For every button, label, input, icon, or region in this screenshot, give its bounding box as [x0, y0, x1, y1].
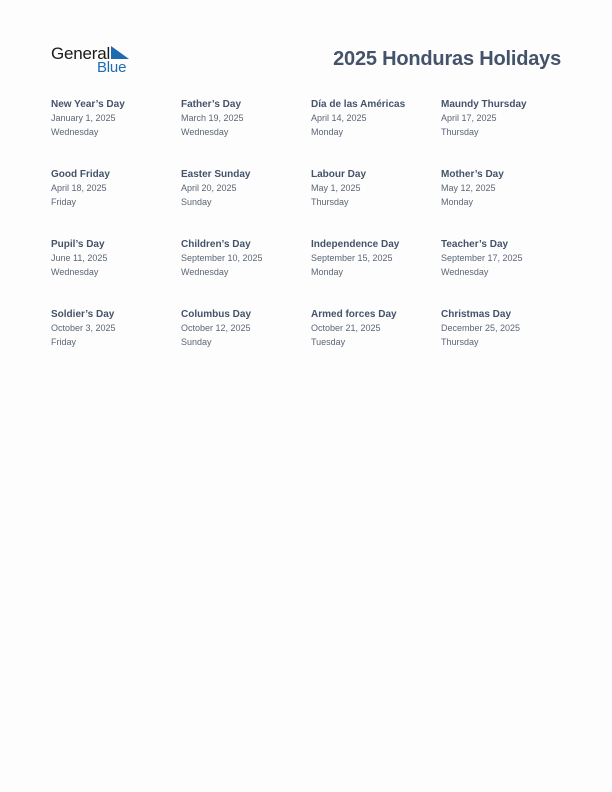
holiday-item [181, 238, 311, 308]
holiday-name: Christmas Day [441, 309, 512, 320]
holiday-weekday: Thursday [311, 196, 349, 207]
holiday-item [441, 238, 561, 308]
holiday-date: September 17, 2025 [441, 253, 523, 263]
logo-blue-text: Blue [97, 59, 127, 76]
holiday-name: Soldier’s Day [51, 309, 115, 320]
holiday-weekday: Wednesday [51, 266, 99, 277]
holiday-weekday: Thursday [441, 336, 479, 347]
holiday-item [311, 98, 441, 168]
holiday-name: Labour Day [311, 169, 367, 180]
holiday-name: Teacher’s Day [441, 239, 509, 250]
holiday-weekday: Thursday [441, 126, 479, 137]
holiday-weekday: Sunday [181, 196, 212, 207]
holiday-name: Maundy Thursday [441, 99, 527, 110]
holiday-weekday: Monday [441, 196, 474, 207]
logo-general-text: General [51, 44, 111, 63]
holiday-weekday: Monday [311, 266, 344, 277]
holiday-name: Independence Day [311, 239, 400, 250]
holiday-item [51, 168, 181, 238]
holiday-name: New Year’s Day [51, 99, 125, 110]
holiday-name: Children’s Day [181, 239, 251, 250]
holiday-date: January 1, 2025 [51, 113, 116, 123]
holiday-date: December 25, 2025 [441, 323, 521, 333]
holiday-name: Father’s Day [181, 99, 242, 110]
holiday-date: April 18, 2025 [51, 183, 107, 193]
holiday-name: Pupil’s Day [51, 239, 105, 250]
holiday-name: Día de las Américas [311, 99, 406, 110]
holiday-item [311, 308, 441, 378]
holiday-date: October 12, 2025 [181, 323, 251, 333]
holiday-weekday: Wednesday [51, 126, 99, 137]
logo-triangle-icon [111, 46, 129, 60]
holiday-grid [51, 98, 561, 378]
holiday-item [181, 168, 311, 238]
holiday-name: Easter Sunday [181, 169, 251, 180]
holiday-weekday: Monday [311, 126, 344, 137]
holiday-weekday: Tuesday [311, 336, 346, 347]
holiday-name: Columbus Day [181, 309, 252, 320]
holiday-date: May 1, 2025 [311, 183, 361, 193]
holiday-date: April 14, 2025 [311, 113, 367, 123]
holiday-date: April 20, 2025 [181, 183, 237, 193]
holiday-item [311, 168, 441, 238]
holiday-name: Mother’s Day [441, 169, 504, 180]
holiday-item [51, 238, 181, 308]
holiday-item [441, 98, 561, 168]
holiday-date: April 17, 2025 [441, 113, 497, 123]
holiday-date: September 10, 2025 [181, 253, 263, 263]
holiday-weekday: Wednesday [181, 266, 229, 277]
holiday-date: October 3, 2025 [51, 323, 116, 333]
holiday-item [51, 98, 181, 168]
holiday-item [181, 98, 311, 168]
holiday-weekday: Wednesday [181, 126, 229, 137]
holiday-name: Armed forces Day [311, 309, 397, 320]
generalblue-logo [51, 44, 141, 78]
holiday-date: March 19, 2025 [181, 113, 244, 123]
page-title: 2025 Honduras Holidays [333, 48, 561, 70]
holiday-item [181, 308, 311, 378]
holiday-date: May 12, 2025 [441, 183, 496, 193]
holiday-item [441, 168, 561, 238]
holiday-date: October 21, 2025 [311, 323, 381, 333]
holiday-weekday: Wednesday [441, 266, 489, 277]
holiday-name: Good Friday [51, 169, 110, 180]
holiday-weekday: Sunday [181, 336, 212, 347]
holiday-item [311, 238, 441, 308]
holiday-date: June 11, 2025 [51, 253, 108, 263]
holiday-item [51, 308, 181, 378]
holiday-weekday: Friday [51, 336, 77, 347]
holiday-item [441, 308, 561, 378]
holiday-date: September 15, 2025 [311, 253, 393, 263]
holiday-weekday: Friday [51, 196, 77, 207]
